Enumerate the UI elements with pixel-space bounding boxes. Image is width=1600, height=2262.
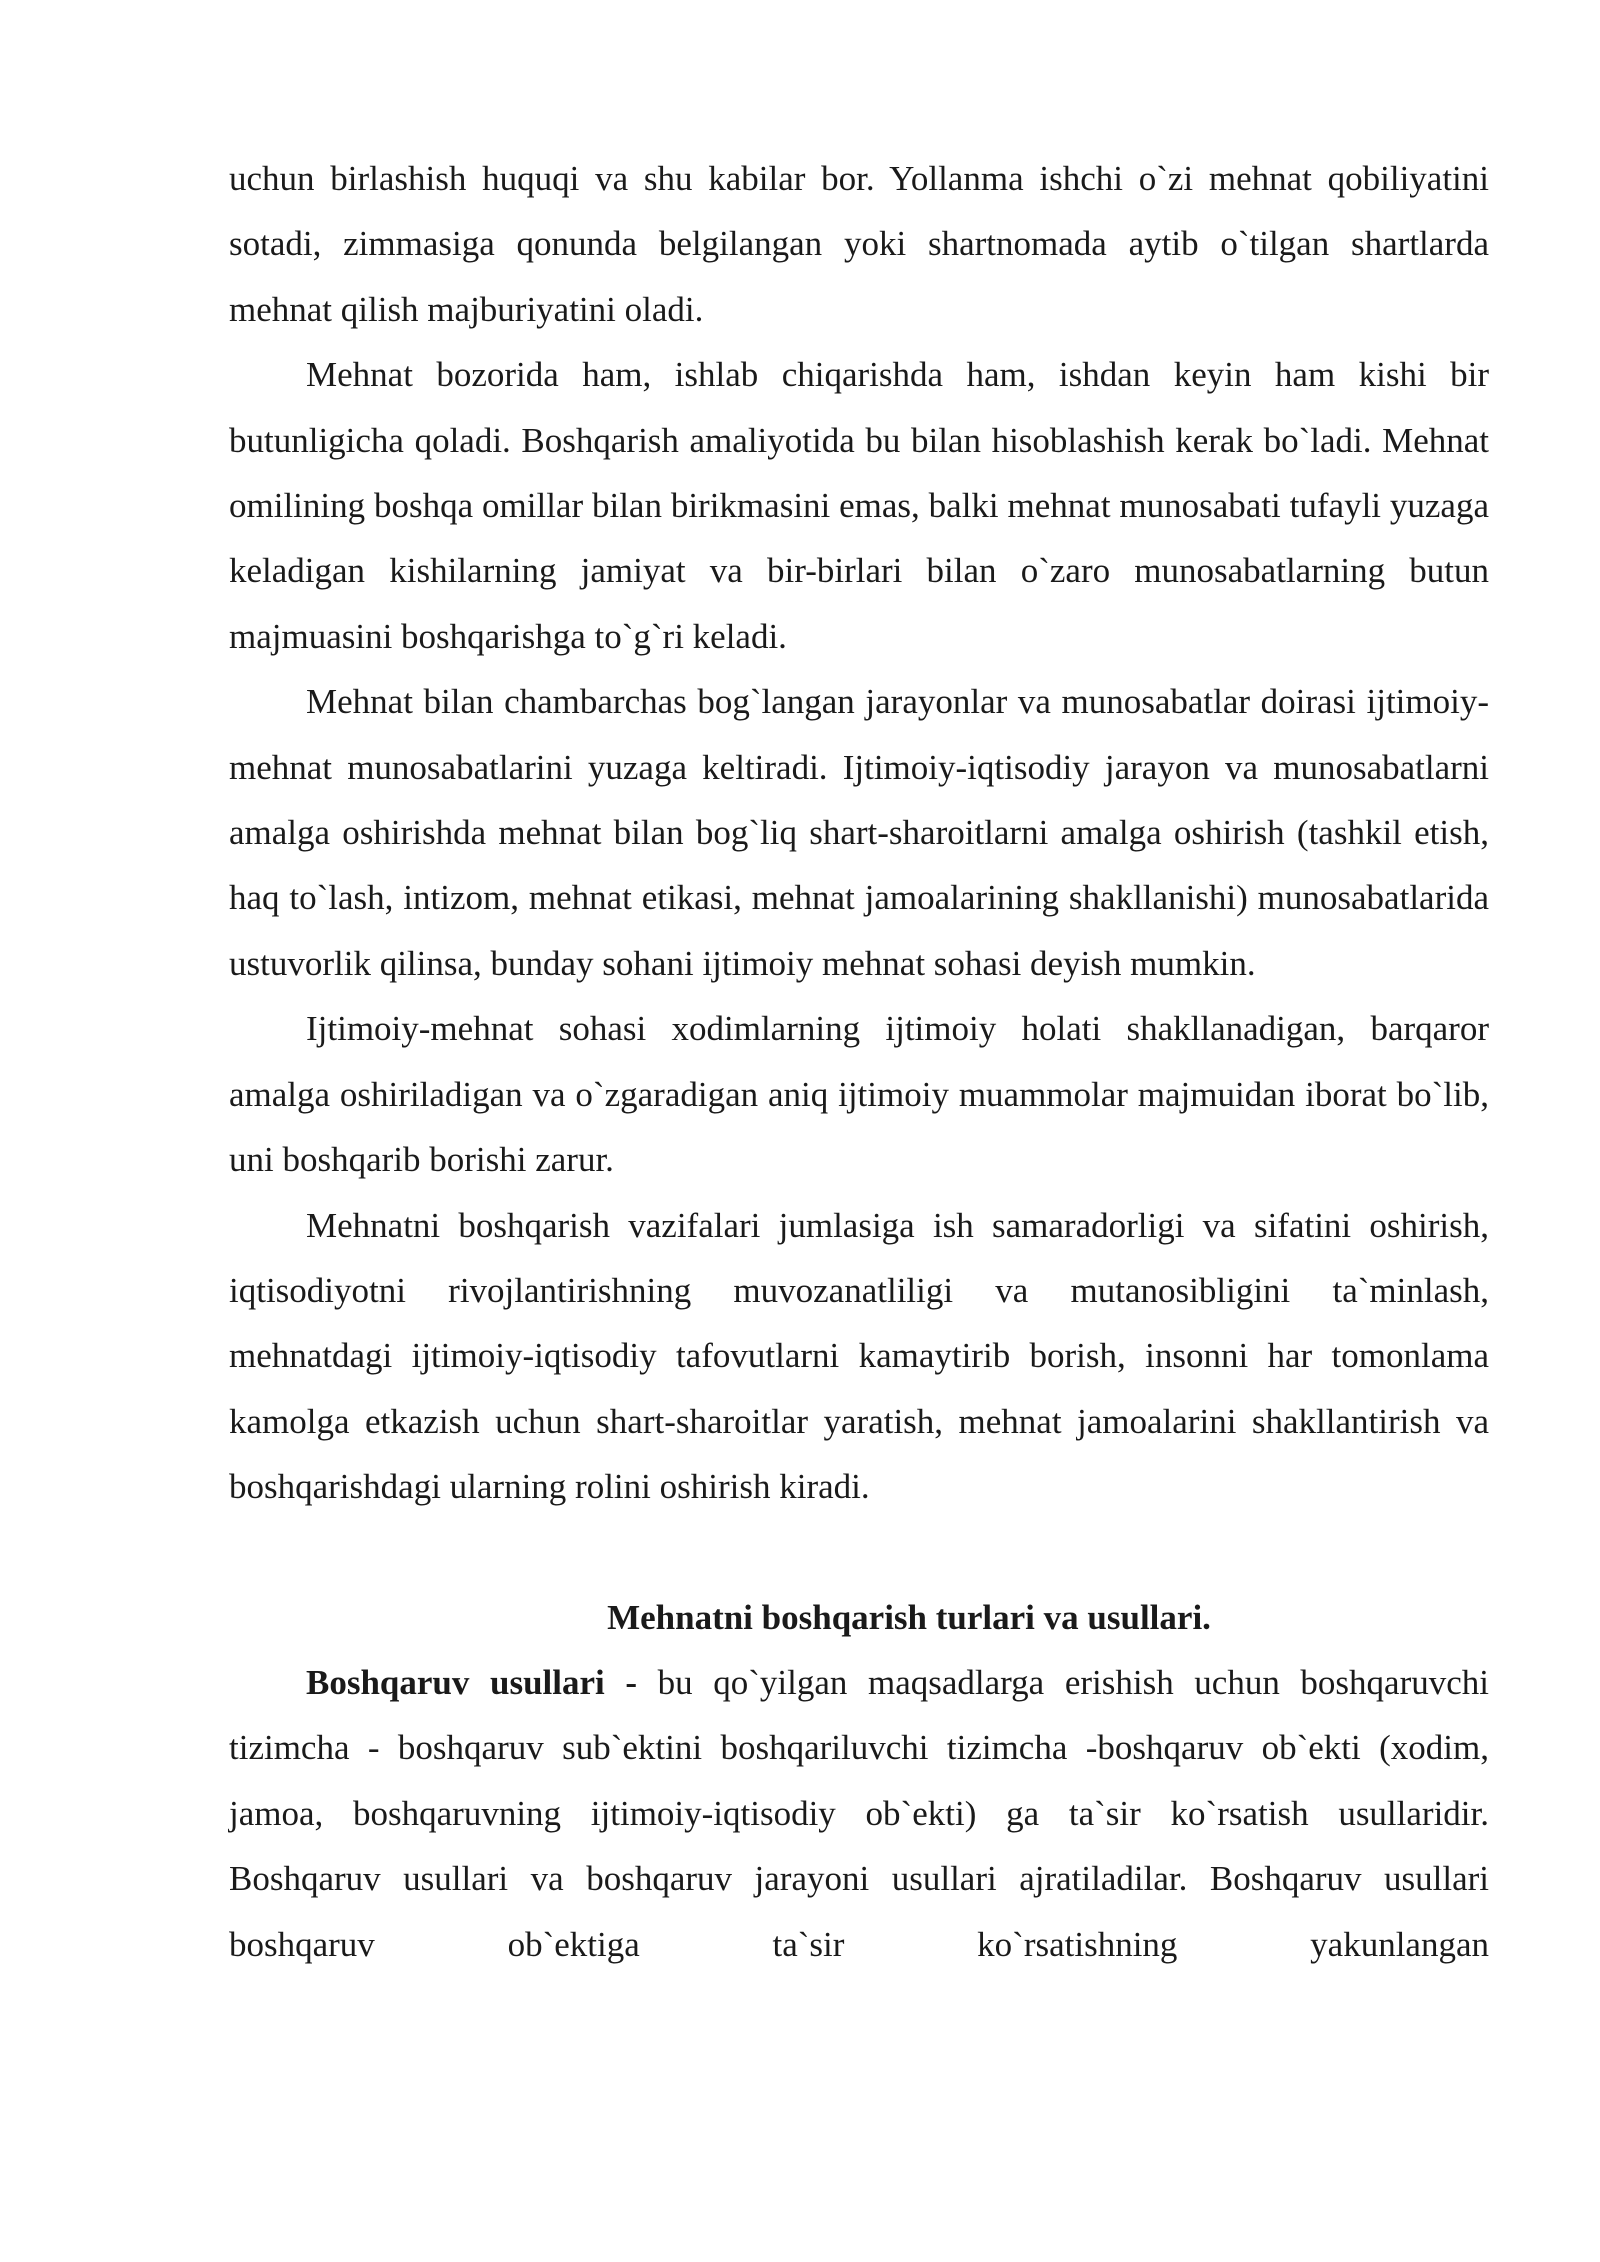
section-heading: Mehnatni boshqarish turlari va usullari. <box>607 1597 1211 1637</box>
paragraph-definition <box>229 1650 1489 1977</box>
paragraph-labor-market: Mehnat bozorida ham, ishlab chiqarishda ham, ishdan keyin ham kishi bir butunligicha qoladi. Boshqarish amaliyotida bu bilan hisoblashish kerak bo`ladi. Mehnat omilining boshqa omillar bilan birikmasini emas, balki mehnat munosabati tufayli yuzaga keladigan kishilarning jamiyat va bir-birlari bilan o`zaro munosabatlarning butun majmuasini boshqarishga to`g`ri keladi. <box>229 355 1489 656</box>
paragraph-management-tasks: Mehnatni boshqarish vazifalari jumlasiga ish samaradorligi va sifatini oshirish, iqtisodiyotni rivojlantirishning muvozanatliligi va mutanosibligini ta`minlash, mehnatdagi ijtimoiy-iqtisodiy tafovutlarni kamaytirib borish, insonni har tomonlama kamolga etkazish uchun shart-sharoitlar yaratish, mehnat jamoalarini shakllantirish va boshqarishdagi ularning rolini oshirish kiradi. <box>229 1205 1489 1507</box>
paragraph-social-labor-relations: Mehnat bilan chambarchas bog`langan jarayonlar va munosabatlar doirasi ijtimoiy-mehnat munosabatlarini yuzaga keltiradi. Ijtimoiy-iqtisodiy jarayon va munosabatlarni amalga oshirishda mehnat bilan bog`liq shart-sharoitlarni amalga oshirish (tashkil etish, haq to`lash, intizom, mehnat etikasi, mehnat jamoalarining shakllanishi) munosabatlarida ustuvorlik qilinsa, bunday sohani ijtimoiy mehnat sohasi deyish mumkin. <box>229 682 1489 983</box>
definition-term: Boshqaruv usullari - <box>306 1662 638 1702</box>
paragraph-continuation: uchun birlashish huquqi va shu kabilar bor. Yollanma ishchi o`zi mehnat qobiliyatini sotadi, zimmasiga qonunda belgilangan yoki shartnomada aytib o`tilgan shartlarda mehnat qilish majburiyatini oladi. <box>229 159 1489 329</box>
document-page <box>229 146 1489 1977</box>
paragraph-social-labor-sphere: Ijtimoiy-mehnat sohasi xodimlarning ijtimoiy holati shakllanadigan, barqaror amalga oshiriladigan va o`zgaradigan aniq ijtimoiy muammolar majmuidan iborat bo`lib, uni boshqarib borishi zarur. <box>229 1009 1489 1180</box>
definition-text: bu qo`yilgan maqsadlarga erishish uchun boshqaruvchi tizimcha - boshqaruv sub`ektini boshqariluvchi tizimcha -boshqaruv ob`ekti (xodim, jamoa, boshqaruvning ijtimoiy-iqtisodiy ob`ekti) ga ta`sir ko`rsatish usullaridir. Boshqaruv usullari va boshqaruv jarayoni usullari ajratiladilar. Boshqaruv usullari boshqaruv ob`ektiga ta`sir ko`rsatishning yakunlangan <box>229 1662 1490 1964</box>
section-spacer <box>229 1520 1489 1585</box>
